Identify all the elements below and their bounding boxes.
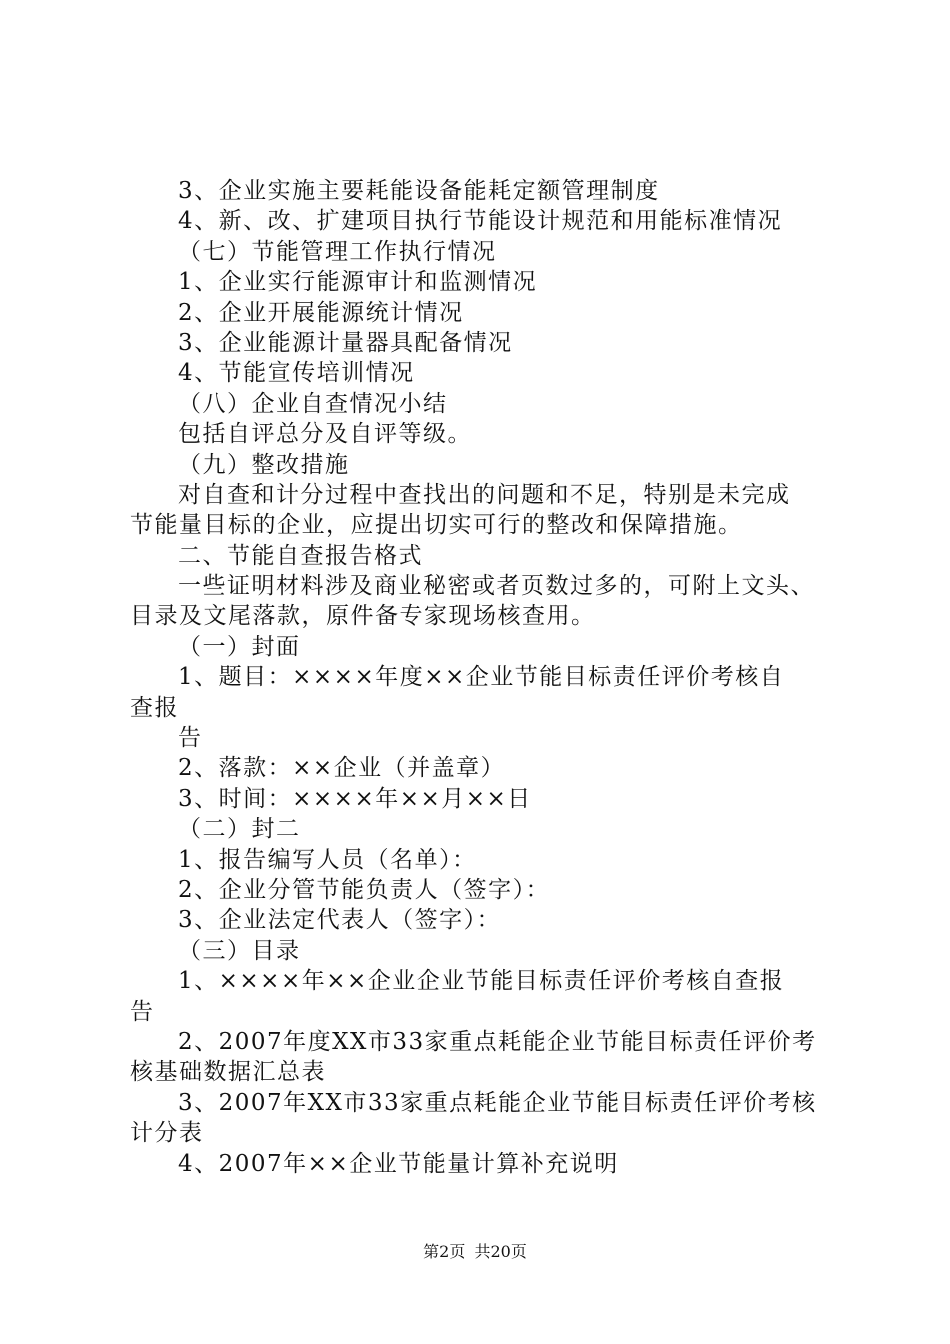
text-line: 目录及文尾落款，原件备专家现场核查用。 <box>130 603 596 630</box>
text-line: （七）节能管理工作执行情况 <box>178 238 497 265</box>
page-footer <box>0 1242 950 1262</box>
text-line: 2、落款：××企业（并盖章） <box>178 755 506 782</box>
text-line: 3、企业法定代表人（签字）： <box>178 907 502 934</box>
text-line: （一）封面 <box>178 633 301 660</box>
text-line: 2、企业开展能源统计情况 <box>178 299 464 326</box>
text-line: 查报 <box>130 694 179 721</box>
text-line: 4、新、改、扩建项目执行节能设计规范和用能标准情况 <box>178 208 783 235</box>
text-line: 计分表 <box>130 1120 204 1147</box>
page-number: 第2页 <box>423 1242 466 1261</box>
text-line: 节能量目标的企业，应提出切实可行的整改和保障措施。 <box>130 512 743 539</box>
text-line: （二）封二 <box>178 816 301 843</box>
text-line: 一些证明材料涉及商业秘密或者页数过多的，可附上文头、 <box>178 573 815 600</box>
text-line: 1、题目：××××年度××企业节能目标责任评价考核自 <box>178 664 785 691</box>
text-line: 3、时间：××××年××月××日 <box>178 785 532 812</box>
text-line: 告 <box>130 998 155 1025</box>
page-total: 共20页 <box>474 1242 527 1261</box>
text-line: （三）目录 <box>178 937 301 964</box>
text-line: 包括自评总分及自评等级。 <box>178 421 472 448</box>
document-body <box>130 176 842 1179</box>
text-line: 4、2007年××企业节能量计算补充说明 <box>178 1150 619 1177</box>
text-line: 二、节能自查报告格式 <box>178 542 423 569</box>
text-line: 1、××××年××企业企业节能目标责任评价考核自查报 <box>178 968 785 995</box>
text-line: 3、2007年XX市33家重点耗能企业节能目标责任评价考核 <box>178 1089 817 1116</box>
text-line: （八）企业自查情况小结 <box>178 390 448 417</box>
text-line: 4、节能宣传培训情况 <box>178 360 415 387</box>
text-line: 3、企业实施主要耗能设备能耗定额管理制度 <box>178 178 660 204</box>
text-line: 1、企业实行能源审计和监测情况 <box>178 269 538 296</box>
text-line: 2、企业分管节能负责人（签字）： <box>178 876 551 903</box>
text-line: 告 <box>178 725 203 752</box>
text-line: 1、报告编写人员（名单）： <box>178 846 477 873</box>
text-line: 核基础数据汇总表 <box>130 1059 326 1086</box>
text-line: （九）整改措施 <box>178 451 350 478</box>
text-line: 2、2007年度XX市33家重点耗能企业节能目标责任评价考 <box>178 1028 817 1055</box>
text-line: 3、企业能源计量器具配备情况 <box>178 329 513 356</box>
text-line: 对自查和计分过程中查找出的问题和不足，特别是未完成 <box>178 481 791 508</box>
